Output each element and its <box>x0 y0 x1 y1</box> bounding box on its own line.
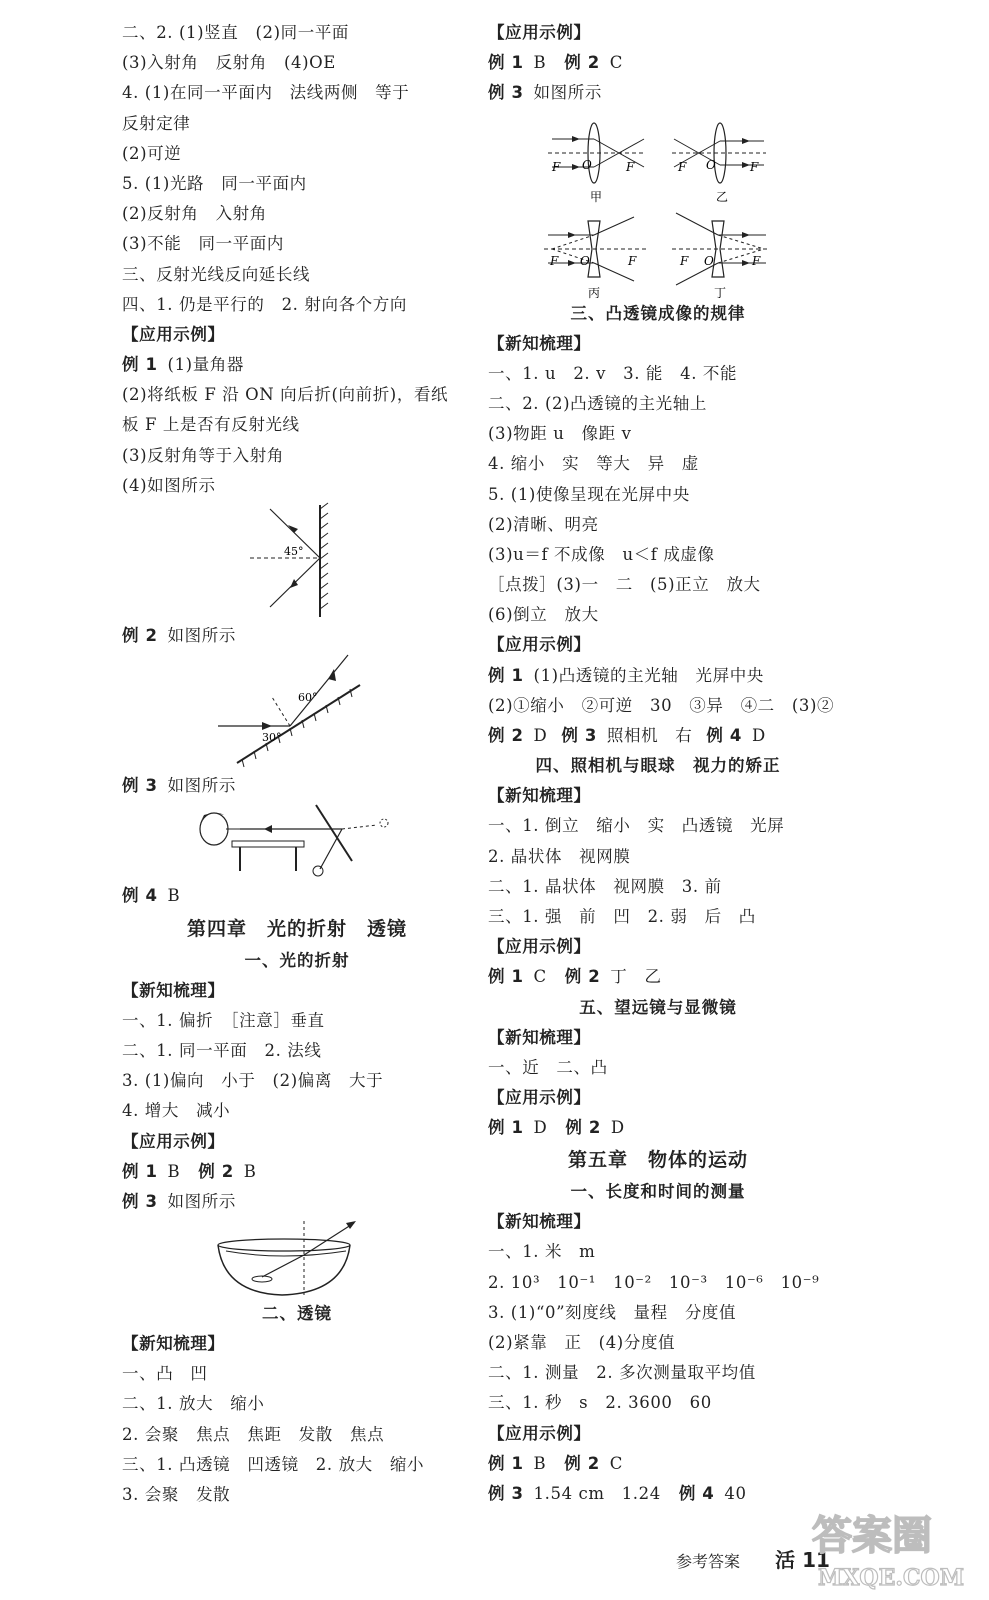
example-label: 例 3 <box>122 1191 158 1211</box>
answer-line: 2. 会聚 焦点 焦距 发散 焦点 <box>122 1424 385 1444</box>
inclined-mirror-diagram <box>122 651 472 771</box>
answer-line: (2)紧靠 正 (4)分度值 <box>488 1333 676 1352</box>
example-answer: D <box>751 726 766 745</box>
section-heading-application: 【应用示例】 <box>488 937 591 957</box>
answer-line: ［点拨］(3)一 二 (5)正立 放大 <box>488 575 761 595</box>
section-title: 四、照相机与眼球 视力的矫正 <box>535 756 781 776</box>
example-answer: B <box>167 886 181 906</box>
page-footer <box>676 1544 830 1573</box>
example-answer: D <box>533 1118 548 1138</box>
answer-line: (2)清晰、明亮 <box>488 514 599 534</box>
example-answer: 丁 乙 <box>610 967 662 987</box>
example-answer: 如图所示 <box>167 776 236 796</box>
answer-line: 板 F 上是否有反射光线 <box>122 415 300 435</box>
answer-line: 一、1. 倒立 缩小 实 凸透镜 光屏 <box>488 816 785 836</box>
section-heading-application: 【应用示例】 <box>122 324 225 344</box>
angle-label: 60° <box>298 691 318 705</box>
origin-label: O <box>582 157 592 172</box>
origin-label: O <box>580 253 590 268</box>
example-label: 例 2 <box>488 726 524 745</box>
concave-lens-ding <box>672 213 770 299</box>
section-heading-new-knowledge: 【新知梳理】 <box>488 1212 591 1232</box>
example-line <box>122 1187 472 1217</box>
answer-line: (2)反射角 入射角 <box>122 204 267 224</box>
answer-line: 二、1. 晶状体 视网膜 3. 前 <box>488 876 722 896</box>
example-line <box>488 48 828 78</box>
answer-line: 5. (1)光路 同一平面内 <box>122 173 307 193</box>
answer-line: 三、1. 凸透镜 凹透镜 2. 放大 缩小 <box>122 1454 425 1474</box>
right-column <box>488 18 835 1509</box>
example-label: 例 4 <box>706 726 742 745</box>
answer-line: 3. 会聚 发散 <box>122 1485 231 1504</box>
example-answer: C <box>609 1453 624 1473</box>
origin-label: O <box>704 253 714 268</box>
section-title: 一、长度和时间的测量 <box>570 1182 746 1202</box>
example-answer: B <box>167 1161 181 1181</box>
section-heading-application: 【应用示例】 <box>488 635 591 655</box>
focus-label: F <box>678 159 687 174</box>
answer-line: (2)可逆 <box>122 143 182 163</box>
example-answer: 40 <box>724 1483 747 1503</box>
example-line <box>122 881 472 911</box>
figure-lens-diagrams <box>488 109 828 299</box>
section-heading-application: 【应用示例】 <box>488 1423 591 1443</box>
answer-line: 3. (1)偏向 小于 (2)偏离 大于 <box>122 1071 384 1091</box>
example-answer: D <box>533 726 548 745</box>
watermark-url: MXQE.COM <box>818 1565 965 1591</box>
section-heading-new-knowledge: 【新知梳理】 <box>488 786 591 806</box>
answer-line: (4)如图所示 <box>122 475 216 495</box>
example-label: 例 1 <box>122 1161 158 1181</box>
example-line <box>122 350 472 380</box>
answer-line: (3)u＝f 不成像 u＜f 成虚像 <box>488 544 715 564</box>
answer-line: 二、1. 放大 缩小 <box>122 1394 265 1414</box>
answer-line: (2)①缩小 ②可逆 30 ③异 ④二 (3)② <box>488 695 835 715</box>
left-column <box>122 18 472 1510</box>
example-label: 例 3 <box>488 1483 524 1503</box>
lens-diagrams <box>488 109 828 299</box>
example-label: 例 2 <box>564 967 601 987</box>
watermark-logo <box>808 1505 978 1599</box>
section-heading-application: 【应用示例】 <box>488 1087 591 1107</box>
example-line <box>488 1113 828 1143</box>
example-label: 例 3 <box>122 776 158 796</box>
figure-caption: 丙 <box>588 285 601 299</box>
figure-inclined-mirror <box>122 651 472 771</box>
section-heading-new-knowledge: 【新知梳理】 <box>488 1027 591 1047</box>
focus-label: F <box>550 253 559 268</box>
example-line <box>488 721 828 751</box>
example-label: 例 4 <box>122 886 158 906</box>
answer-line: 二、1. 同一平面 2. 法线 <box>122 1040 322 1060</box>
example-label: 例 1 <box>122 355 158 375</box>
focus-label: F <box>750 159 759 174</box>
example-label: 例 4 <box>678 1483 715 1503</box>
example-answer: B <box>533 53 547 73</box>
example-label: 例 3 <box>561 726 597 745</box>
example-label: 例 2 <box>122 626 158 645</box>
section-title: 五、望远镜与显微镜 <box>579 997 737 1017</box>
figure-bowl-refraction <box>122 1217 472 1299</box>
bowl-refraction-diagram <box>122 1217 472 1299</box>
chapter-title: 第四章 光的折射 透镜 <box>186 917 407 940</box>
example-answer: B <box>243 1161 257 1181</box>
answer-line: (3)不能 同一平面内 <box>122 234 284 254</box>
example-label: 例 3 <box>488 83 524 103</box>
footer-label: 参考答案 <box>676 1552 741 1571</box>
answer-line: (6)倒立 放大 <box>488 605 599 625</box>
chapter-title: 第五章 物体的运动 <box>567 1149 748 1172</box>
example-line <box>488 962 828 992</box>
person-mirror-diagram <box>122 801 472 881</box>
section-title: 三、凸透镜成像的规律 <box>570 303 746 323</box>
example-label: 例 1 <box>488 967 524 987</box>
angle-label: 45° <box>284 545 304 558</box>
focus-label: F <box>626 159 635 174</box>
example-answer: C <box>533 967 547 987</box>
section-heading-new-knowledge: 【新知梳理】 <box>122 980 225 1000</box>
answer-line: 二、2. (2)凸透镜的主光轴上 <box>488 393 707 413</box>
example-line <box>488 1449 828 1479</box>
answer-line: (3)物距 u 像距 v <box>488 424 632 444</box>
answer-line: (2)将纸板 F 沿 ON 向后折(向前折)，看纸 <box>122 385 449 405</box>
example-line <box>488 1479 828 1509</box>
example-answer: 照相机 右 <box>606 726 693 745</box>
answer-line: 三、1. 强 前 凹 2. 弱 后 凸 <box>488 906 756 926</box>
example-line <box>122 621 472 651</box>
answer-line: 4. 缩小 实 等大 异 虚 <box>488 454 699 474</box>
answer-line: 一、1. 米 m <box>488 1242 596 1262</box>
example-label: 例 2 <box>565 1118 601 1138</box>
watermark-text: 答案圈 <box>812 1512 932 1559</box>
figure-mirror-reflection <box>122 501 472 621</box>
answer-line: 反射定律 <box>122 113 191 133</box>
focus-label: F <box>628 253 637 268</box>
watermark-graphic <box>808 1505 978 1595</box>
example-answer: D <box>610 1118 625 1138</box>
example-label: 例 1 <box>488 1453 524 1473</box>
convex-lens-yi <box>672 123 766 204</box>
focus-label: F <box>752 253 761 268</box>
section-title: 一、光的折射 <box>244 950 350 970</box>
figure-person-mirror <box>122 801 472 881</box>
answer-line: 二、2. (1)竖直 (2)同一平面 <box>122 23 350 42</box>
example-answer: C <box>609 53 624 73</box>
answer-line: 二、1. 测量 2. 多次测量取平均值 <box>488 1363 756 1383</box>
angle-label: 30° <box>262 731 282 745</box>
section-title: 二、透镜 <box>262 1304 332 1324</box>
answer-line: (3)入射角 反射角 (4)OE <box>122 53 336 73</box>
example-label: 例 2 <box>564 1453 600 1473</box>
answer-line: 4. 增大 减小 <box>122 1101 231 1121</box>
answer-line: 三、1. 秒 s 2. 3600 60 <box>488 1393 712 1413</box>
example-line <box>488 661 828 691</box>
figure-caption: 丁 <box>714 285 727 299</box>
concave-lens-bing <box>544 217 648 299</box>
answer-line: 4. (1)在同一平面内 法线两侧 等于 <box>122 83 410 103</box>
answer-line: 一、1. 偏折 ［注意］垂直 <box>122 1010 325 1030</box>
origin-label: O <box>706 157 716 172</box>
figure-caption: 甲 <box>590 189 603 204</box>
example-label: 例 1 <box>488 53 524 73</box>
answer-line: (3)反射角等于入射角 <box>122 445 284 465</box>
example-label: 例 2 <box>564 53 600 73</box>
answer-line: 2. 晶状体 视网膜 <box>488 846 631 866</box>
focus-label: F <box>552 159 561 174</box>
convex-lens-jia <box>548 123 646 204</box>
example-label: 例 1 <box>488 1118 524 1138</box>
example-label: 例 1 <box>488 665 524 685</box>
answer-line: 一、近 二、凸 <box>488 1057 608 1077</box>
answer-line: 5. (1)使像呈现在光屏中央 <box>488 484 690 504</box>
example-line <box>122 1157 472 1187</box>
example-answer: 如图所示 <box>167 1191 236 1211</box>
example-line <box>488 78 828 108</box>
example-answer: 如图所示 <box>167 626 236 645</box>
example-answer: (1)量角器 <box>167 355 245 375</box>
example-label: 例 2 <box>198 1161 234 1181</box>
answer-line: 2. 10³ 10⁻¹ 10⁻² 10⁻³ 10⁻⁶ 10⁻⁹ <box>488 1272 820 1292</box>
example-answer: 如图所示 <box>533 83 602 103</box>
page-number: 活 11 <box>775 1548 830 1572</box>
example-answer: 1.54 cm 1.24 <box>533 1483 661 1503</box>
figure-caption: 乙 <box>716 189 729 204</box>
example-line <box>122 771 472 801</box>
answer-line: 一、凸 凹 <box>122 1364 208 1384</box>
answer-line: 3. (1)“0”刻度线 量程 分度值 <box>488 1302 737 1322</box>
section-heading-new-knowledge: 【新知梳理】 <box>488 333 591 353</box>
answer-line: 一、1. u 2. v 3. 能 4. 不能 <box>488 363 738 383</box>
section-heading-application: 【应用示例】 <box>122 1131 225 1151</box>
mirror-reflection-diagram <box>122 501 472 621</box>
example-answer: (1)凸透镜的主光轴 光屏中央 <box>533 665 764 685</box>
example-answer: B <box>533 1453 547 1473</box>
section-heading-application: 【应用示例】 <box>488 23 591 42</box>
section-heading-new-knowledge: 【新知梳理】 <box>122 1334 225 1354</box>
answer-line: 四、1. 仍是平行的 2. 射向各个方向 <box>122 294 407 314</box>
focus-label: F <box>680 253 689 268</box>
answer-line: 三、反射光线反向延长线 <box>122 264 311 284</box>
